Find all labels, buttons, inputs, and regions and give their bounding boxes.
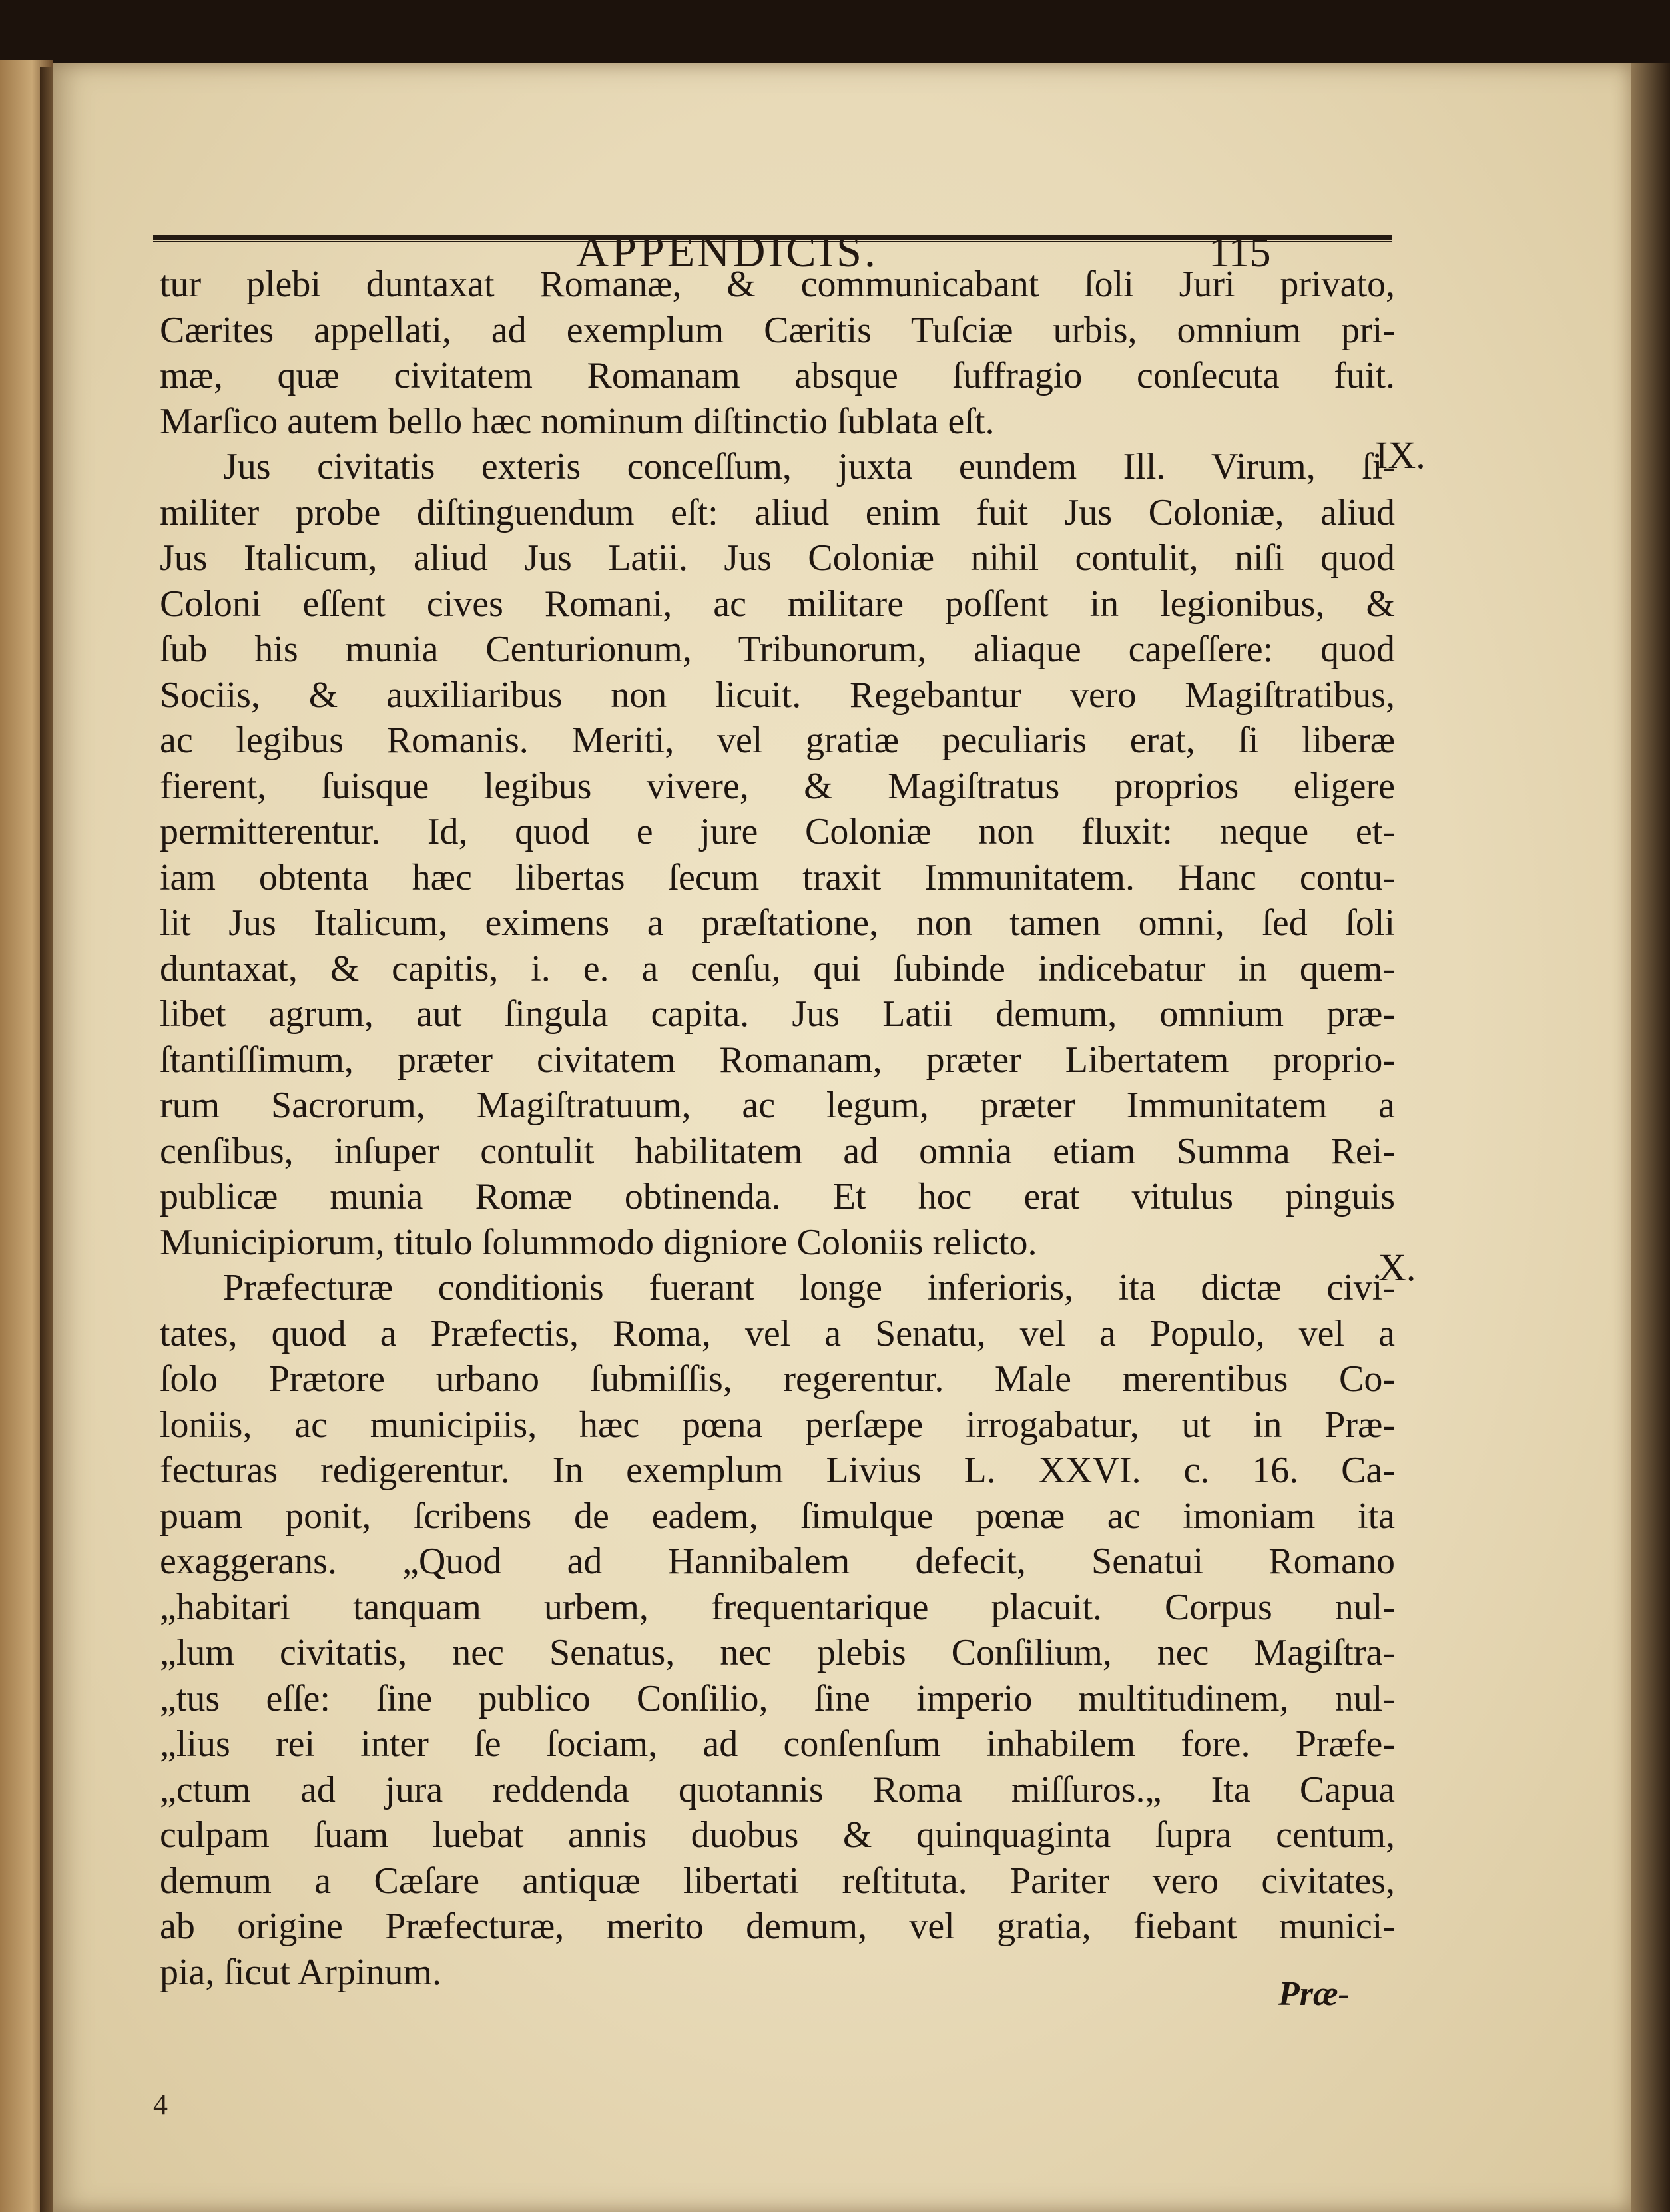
text-line: Cærites appellati, ad exemplum Cæritis Tuſciæ urbis, omnium pri- [160,309,1395,351]
catchword: Præ- [1278,1975,1350,2013]
page-number: 115 [1209,228,1271,276]
text-line: exaggerans. „Quod ad Hannibalem defecit, Senatui Romano [160,1541,1395,1582]
text-line: ac legibus Romanis. Meriti, vel gratiæ peculiaris erat, ſi liberæ [160,720,1395,761]
text-line: ſub his munia Centurionum, Tribunorum, aliaque capeſſere: quod [160,629,1395,670]
text-line: fierent, ſuisque legibus vivere, & Magiſtratus proprios eligere [160,765,1395,807]
header-rule [153,235,1392,242]
text-line: Sociis, & auxiliaribus non licuit. Regebantur vero Magiſtratibus, [160,674,1395,716]
running-title: APPENDICIS. [576,226,878,276]
text-line: tur plebi duntaxat Romanæ, & communicabant ſoli Juri privato, [160,264,1395,305]
text-line: mæ, quæ civitatem Romanam absque ſuffragio conſecuta fuit. [160,355,1395,396]
margin-note-ix: IX. [1375,433,1426,477]
text-line: ſtantiſſimum, præter civitatem Romanam, præter Libertatem proprio- [160,1039,1395,1081]
text-line: „lius rei inter ſe ſociam, ad conſenſum inhabilem fore. Præfe- [160,1723,1395,1765]
text-line: libet agrum, aut ſingula capita. Jus Latii demum, omnium præ- [160,993,1395,1035]
text-line: fecturas redigerentur. In exemplum Livius L. XXVI. c. 16. Ca- [160,1450,1395,1491]
text-line: „lum civitatis, nec Senatus, nec plebis Conſilium, nec Magiſtra- [160,1632,1395,1673]
text-line: Municipiorum, titulo ſolummodo digniore Coloniis relicto. [160,1221,1037,1263]
text-line: loniis, ac municipiis, hæc pœna perſæpe irrogabatur, ut in Præ- [160,1404,1395,1446]
text-line: Jus Italicum, aliud Jus Latii. Jus Coloniæ nihil contulit, niſi quod [160,537,1395,579]
text-line: „tus eſſe: ſine publico Conſilio, ſine imperio multitudinem, nul- [160,1677,1395,1719]
text-line: demum a Cæſare antiquæ libertati reſtituta. Pariter vero civitates, [160,1860,1395,1902]
body-text [160,262,1395,1995]
book-page [53,63,1631,2212]
text-line: culpam ſuam luebat annis duobus & quinquaginta ſupra centum, [160,1814,1395,1856]
right-page-edge [1631,63,1670,2212]
text-line: publicæ munia Romæ obtinenda. Et hoc erat vitulus pinguis [160,1176,1395,1217]
text-line: pia, ſicut Arpinum. [160,1951,442,1993]
text-line: „ctum ad jura reddenda quotannis Roma miſſuros.„ Ita Capua [160,1769,1395,1810]
text-line: ſolo Prætore urbano ſubmiſſis, regerentur. Male merentibus Co- [160,1358,1395,1400]
text-line: Marſico autem bello hæc nominum diſtinctio ſublata eſt. [160,400,995,442]
text-line: permitterentur. Id, quod e jure Coloniæ non fluxit: neque et- [160,811,1395,852]
text-line: tates, quod a Præfectis, Roma, vel a Senatu, vel a Populo, vel a [160,1312,1395,1354]
text-line: rum Sacrorum, Magiſtratuum, ac legum, præter Immunitatem a [160,1085,1395,1126]
text-line: duntaxat, & capitis, i. e. a cenſu, qui ſubinde indicebatur in quem- [160,948,1395,989]
text-line: Jus civitatis exteris conceſſum, juxta eundem Ill. Virum, ſi- [223,446,1395,487]
signature-mark: 4 [153,2088,168,2121]
text-line: militer probe diſtinguendum eſt: aliud enim fuit Jus Coloniæ, aliud [160,491,1395,533]
text-line: „habitari tanquam urbem, frequentarique placuit. Corpus nul- [160,1586,1395,1628]
text-line: iam obtenta hæc libertas ſecum traxit Immunitatem. Hanc contu- [160,856,1395,898]
text-line: puam ponit, ſcribens de eadem, ſimulque pœnæ ac imoniam ita [160,1495,1395,1537]
text-line: Præfecturæ conditionis fuerant longe inferioris, ita dictæ civi- [223,1267,1395,1308]
text-line: ab origine Præfecturæ, merito demum, vel gratia, fiebant munici- [160,1906,1395,1947]
margin-note-x: X. [1378,1246,1416,1289]
text-line: Coloni eſſent cives Romani, ac militare poſſent in legionibus, & [160,583,1395,625]
text-line: lit Jus Italicum, eximens a præſtatione, non tamen omni, ſed ſoli [160,902,1395,944]
text-line: cenſibus, inſuper contulit habilitatem ad omnia etiam Summa Rei- [160,1130,1395,1172]
